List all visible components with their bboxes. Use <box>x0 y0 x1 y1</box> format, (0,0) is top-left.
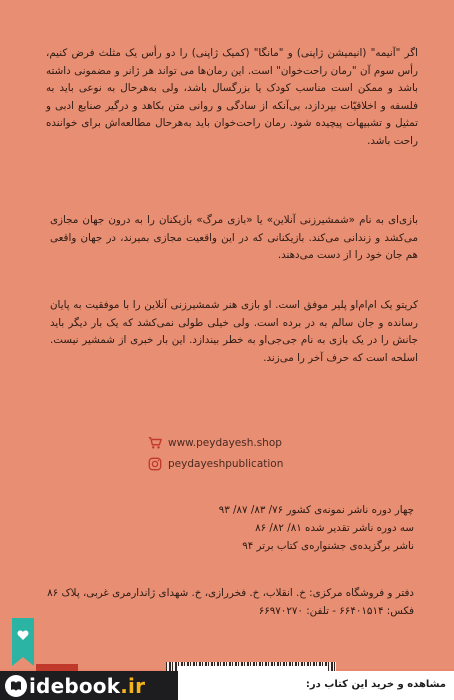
idebook-logo[interactable] <box>0 671 178 700</box>
award-line: ناشر برگزیده‌ی جشنواره‌ی کتاب برتر ۹۴ <box>242 539 414 552</box>
address-line: دفتر و فروشگاه مرکزی: خ. انقلاب، خ. فخررازی، خ. شهدای ژاندارمری غربی، پلاک ۸۶ <box>47 587 414 599</box>
buy-caption: مشاهده و خرید این کتاب در: <box>305 679 446 690</box>
intro-paragraph: اگر "آنیمه" (انیمیشن ژاپنی) و "مانگا" (کمیک ژاپنی) را دو رأس یک مثلث فرض کنیم، رأس سوم آن "رمان راحت‌خوان" است. این رمان‌ها می تواند هر ژانر و مضمونی داشته باشد و ممکن است مناسب کودک یا بزرگسال باشد، ولی به‌هرحال به نوعی باید به فلسفه و اخلاقیّات بپردازد، بی‌آنکه از سادگی و روانی متن بکاهد و درگیر صنایع ادبی و تمثیل و تشبیهات پیچیده شود. رمان راحت‌خوان باید به‌هرحال مطالعه‌اش برای خواننده راحت باشد. <box>46 47 418 147</box>
award-line: چهار دوره ناشر نمونه‌ی کشور ۷۶/ ۸۳/ ۸۷/ ۹۳ <box>218 504 414 516</box>
website-url: www.peydayesh.shop <box>168 437 282 449</box>
publisher-awards <box>114 502 414 555</box>
phone-line: فکس: ۶۶۴۰۱۵۱۴ - تلفن: ۶۶۹۷۰۲۷۰ <box>258 604 414 617</box>
book-icon <box>5 675 27 697</box>
character-paragraph: کریتو یک ام‌ام‌او پلیر موفق است. او بازی هنر شمشیرزنی آنلاین را با موفقیت به پایان رسانده و جان سالم به در برده است. ولی خیلی طولی نمی‌کشد که یک بار دیگر باید جانش را در یک بازی به نام جی‌جی‌او به خطر بیندازد. این بار خبری از شمشیر نیست. اسلحه است که حرف آخر را می‌زند. <box>50 299 418 364</box>
bookmark-ribbon-icon <box>10 618 36 668</box>
award-line: سه دوره ناشر تقدیر شده ۸۱/ ۸۲/ ۸۶ <box>255 521 414 534</box>
publisher-address <box>34 585 414 621</box>
logo-text: idebook.ir <box>29 673 146 698</box>
instagram-handle: peydayeshpublication <box>168 458 284 470</box>
shopping-cart-icon <box>148 436 162 450</box>
instagram-icon <box>148 457 162 471</box>
instagram-link[interactable] <box>148 457 283 471</box>
synopsis-paragraph: بازی‌ای به نام «شمشیرزنی آنلاین» یا «بازی مرگ» بازیکنان را به درون جهان مجازی می‌کشد و زندانی می‌کند. بازیکنانی که در این واقعیت مجازی بمیرند، در جهان واقعی هم جان خود را از دست می‌دهند. <box>50 214 418 262</box>
website-link[interactable] <box>148 436 282 450</box>
